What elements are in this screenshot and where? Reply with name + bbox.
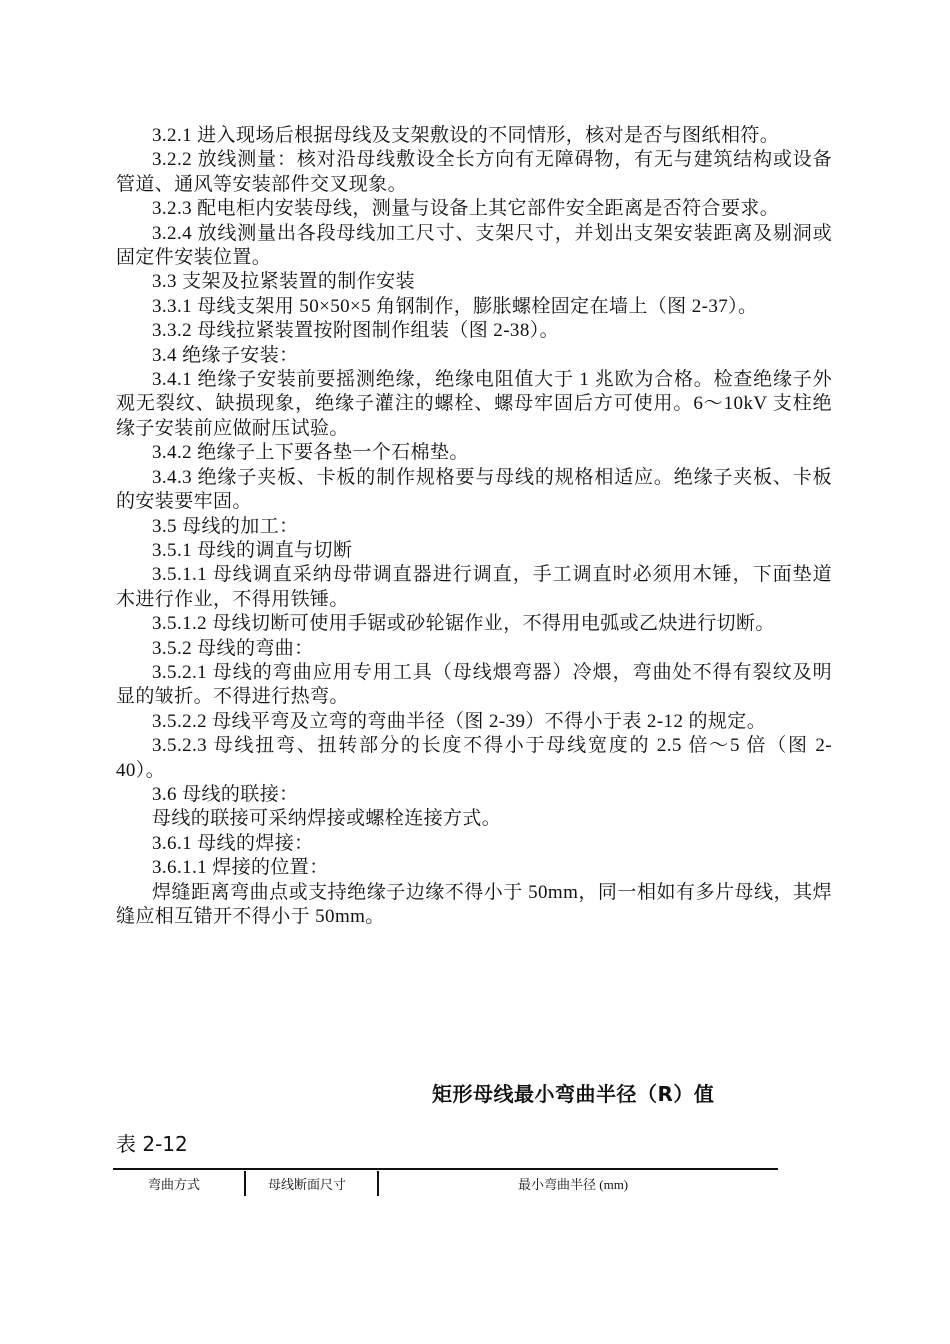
paragraph: 3.5.1.1 母线调直采纳母带调直器进行调直，手工调直时必须用木锤，下面垫道木进行作业，不得用铁锤。 bbox=[116, 564, 832, 610]
paragraph: 3.6.1 母线的焊接： bbox=[152, 832, 314, 854]
paragraph: 3.4.2 绝缘子上下要各垫一个石棉垫。 bbox=[152, 442, 469, 464]
table-header-min-radius: 最小弯曲半径 (mm) bbox=[518, 1177, 629, 1192]
paragraph: 3.6.1.1 焊接的位置： bbox=[152, 857, 329, 879]
table-top-rule bbox=[113, 1168, 778, 1170]
body-text bbox=[116, 124, 832, 929]
paragraph: 3.4 绝缘子安装： bbox=[152, 344, 299, 366]
paragraph: 母线的联接可采纳焊接或螺栓连接方式。 bbox=[152, 808, 502, 830]
paragraph: 3.5.2.2 母线平弯及立弯的弯曲半径（图 2-39）不得小于表 2-12 的规定。 bbox=[152, 710, 767, 732]
table-header-bend-method: 弯曲方式 bbox=[148, 1177, 201, 1192]
paragraph: 3.3 支架及拉紧装置的制作安装 bbox=[152, 271, 415, 293]
table-title: 矩形母线最小弯曲半径（R）值 bbox=[432, 1082, 715, 1106]
paragraph: 3.5.2.3 母线扭弯、扭转部分的长度不得小于母线宽度的 2.5 倍～5 倍（图 2-40）。 bbox=[116, 735, 832, 781]
paragraph: 3.5 母线的加工： bbox=[152, 515, 299, 537]
table-column-divider bbox=[377, 1171, 379, 1196]
paragraph: 3.2.1 进入现场后根据母线及支架敷设的不同情形，核对是否与图纸相符。 bbox=[152, 125, 780, 146]
paragraph: 3.2.3 配电柜内安装母线，测量与设备上其它部件安全距离是否符合要求。 bbox=[152, 198, 780, 220]
paragraph: 3.2.4 放线测量出各段母线加工尺寸、支架尺寸，并划出支架安装距离及剔洞或固定件安装位置。 bbox=[116, 222, 832, 269]
paragraph: 3.5.2.1 母线的弯曲应用专用工具（母线煨弯器）冷煨，弯曲处不得有裂纹及明显的皱折。不得进行热弯。 bbox=[116, 661, 832, 708]
paragraph: 3.5.2 母线的弯曲： bbox=[152, 637, 314, 659]
paragraph: 3.4.3 绝缘子夹板、卡板的制作规格要与母线的规格相适应。绝缘子夹板、卡板的安装要牢固。 bbox=[116, 466, 832, 513]
table-header-section-size: 母线断面尺寸 bbox=[268, 1177, 347, 1192]
table-number: 表 2-12 bbox=[116, 1132, 188, 1156]
paragraph: 3.5.1 母线的调直与切断 bbox=[152, 539, 353, 561]
paragraph: 3.3.1 母线支架用 50×50×5 角钢制作，膨胀螺栓固定在墙上（图 2-37）。 bbox=[152, 295, 758, 317]
paragraph: 3.6 母线的联接： bbox=[152, 783, 299, 805]
paragraph: 焊缝距离弯曲点或支持绝缘子边缘不得小于 50mm，同一相如有多片母线，其焊缝应相互错开不得小于 50mm。 bbox=[116, 881, 832, 927]
paragraph: 3.4.1 绝缘子安装前要摇测绝缘，绝缘电阻值大于 1 兆欧为合格。检查绝缘子外观无裂纹、缺损现象，绝缘子灌注的螺栓、螺母牢固后方可使用。6～10kV 支柱绝缘子安装前应做耐压试验。 bbox=[116, 369, 832, 439]
table-column-divider bbox=[244, 1171, 246, 1196]
paragraph: 3.3.2 母线拉紧装置按附图制作组装（图 2-38）。 bbox=[152, 320, 560, 342]
paragraph: 3.5.1.2 母线切断可使用手锯或砂轮锯作业，不得用电弧或乙炔进行切断。 bbox=[152, 613, 775, 635]
paragraph: 3.2.2 放线测量：核对沿母线敷设全长方向有无障碍物，有无与建筑结构或设备管道、通风等安装部件交叉现象。 bbox=[116, 149, 832, 195]
